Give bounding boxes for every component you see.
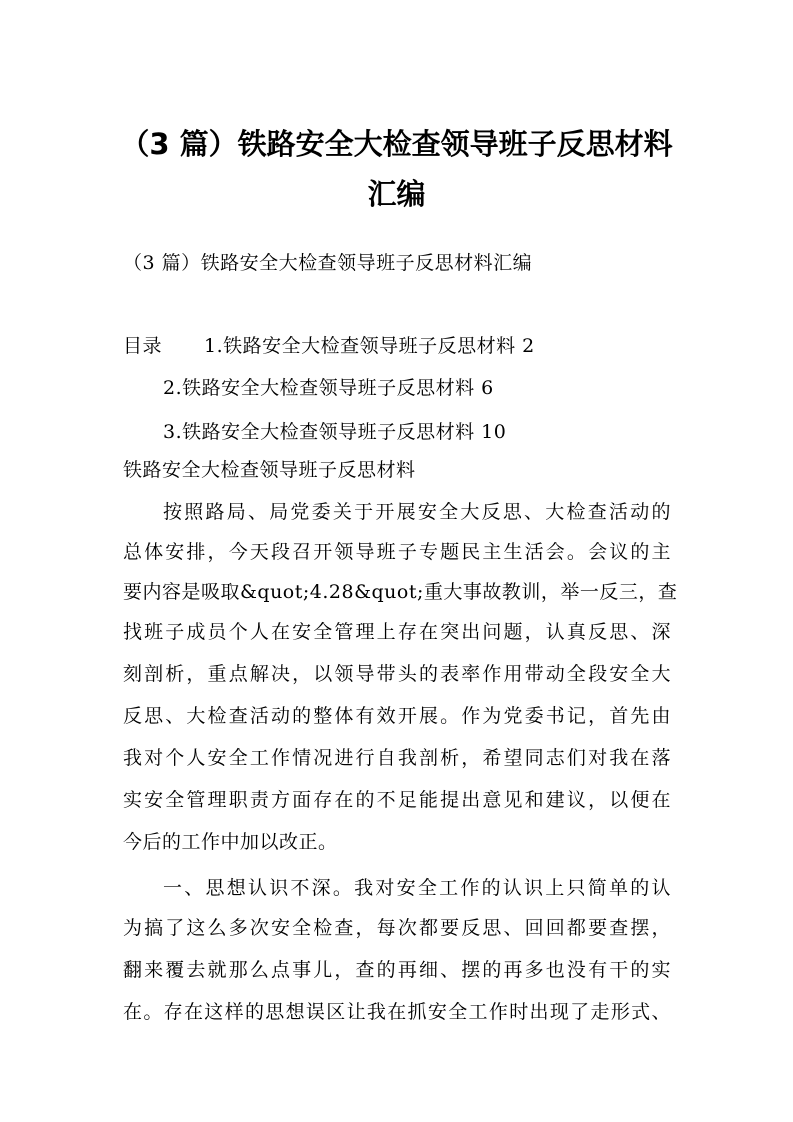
- document-title-line-2: 汇编: [367, 177, 426, 211]
- paragraph-2-line: 在。存在这样的思想误区让我在抓安全工作时出现了走形式、: [123, 1001, 671, 1023]
- paragraph-1-line: 今后的工作中加以改正。: [123, 831, 338, 853]
- document-subtitle: （3 篇）铁路安全大检查领导班子反思材料汇编: [123, 252, 533, 274]
- paragraph-1-line: 实安全管理职责方面存在的不足能提出意见和建议，以便在: [123, 789, 671, 811]
- paragraph-1-line: 找班子成员个人在安全管理上存在突出问题，认真反思、深: [123, 621, 671, 643]
- paragraph-1-line: 反思、大检查活动的整体有效开展。作为党委书记，首先由: [123, 705, 671, 727]
- paragraph-2-line: 一、思想认识不深。我对安全工作的认识上只简单的认: [163, 877, 671, 899]
- paragraph-1-line: 总体安排，今天段召开领导班子专题民主生活会。会议的主: [123, 541, 671, 563]
- toc-item-2: 2.铁路安全大检查领导班子反思材料 6: [163, 377, 494, 399]
- paragraph-2-line: 为搞了这么多次安全检查，每次都要反思、回回都要查摆，: [123, 917, 671, 939]
- paragraph-1-line: 我对个人安全工作情况进行自我剖析，希望同志们对我在落: [123, 747, 671, 769]
- paragraph-1-line: 要内容是吸取&quot;4.28&quot;重大事故教训，举一反三，查: [123, 581, 678, 603]
- section-heading: 铁路安全大检查领导班子反思材料: [123, 459, 416, 481]
- paragraph-2-line: 翻来覆去就那么点事儿，查的再细、摆的再多也没有干的实: [123, 959, 671, 981]
- toc-label: 目录: [123, 335, 163, 357]
- toc-item-3: 3.铁路安全大检查领导班子反思材料 10: [163, 421, 507, 443]
- toc-item-1: 1.铁路安全大检查领导班子反思材料 2: [204, 335, 535, 357]
- paragraph-1-line: 刻剖析，重点解决，以领导带头的表率作用带动全段安全大: [123, 663, 671, 685]
- paragraph-1-line: 按照路局、局党委关于开展安全大反思、大检查活动的: [163, 501, 671, 523]
- document-title-line-1: （3 篇）铁路安全大检查领导班子反思材料: [120, 127, 673, 161]
